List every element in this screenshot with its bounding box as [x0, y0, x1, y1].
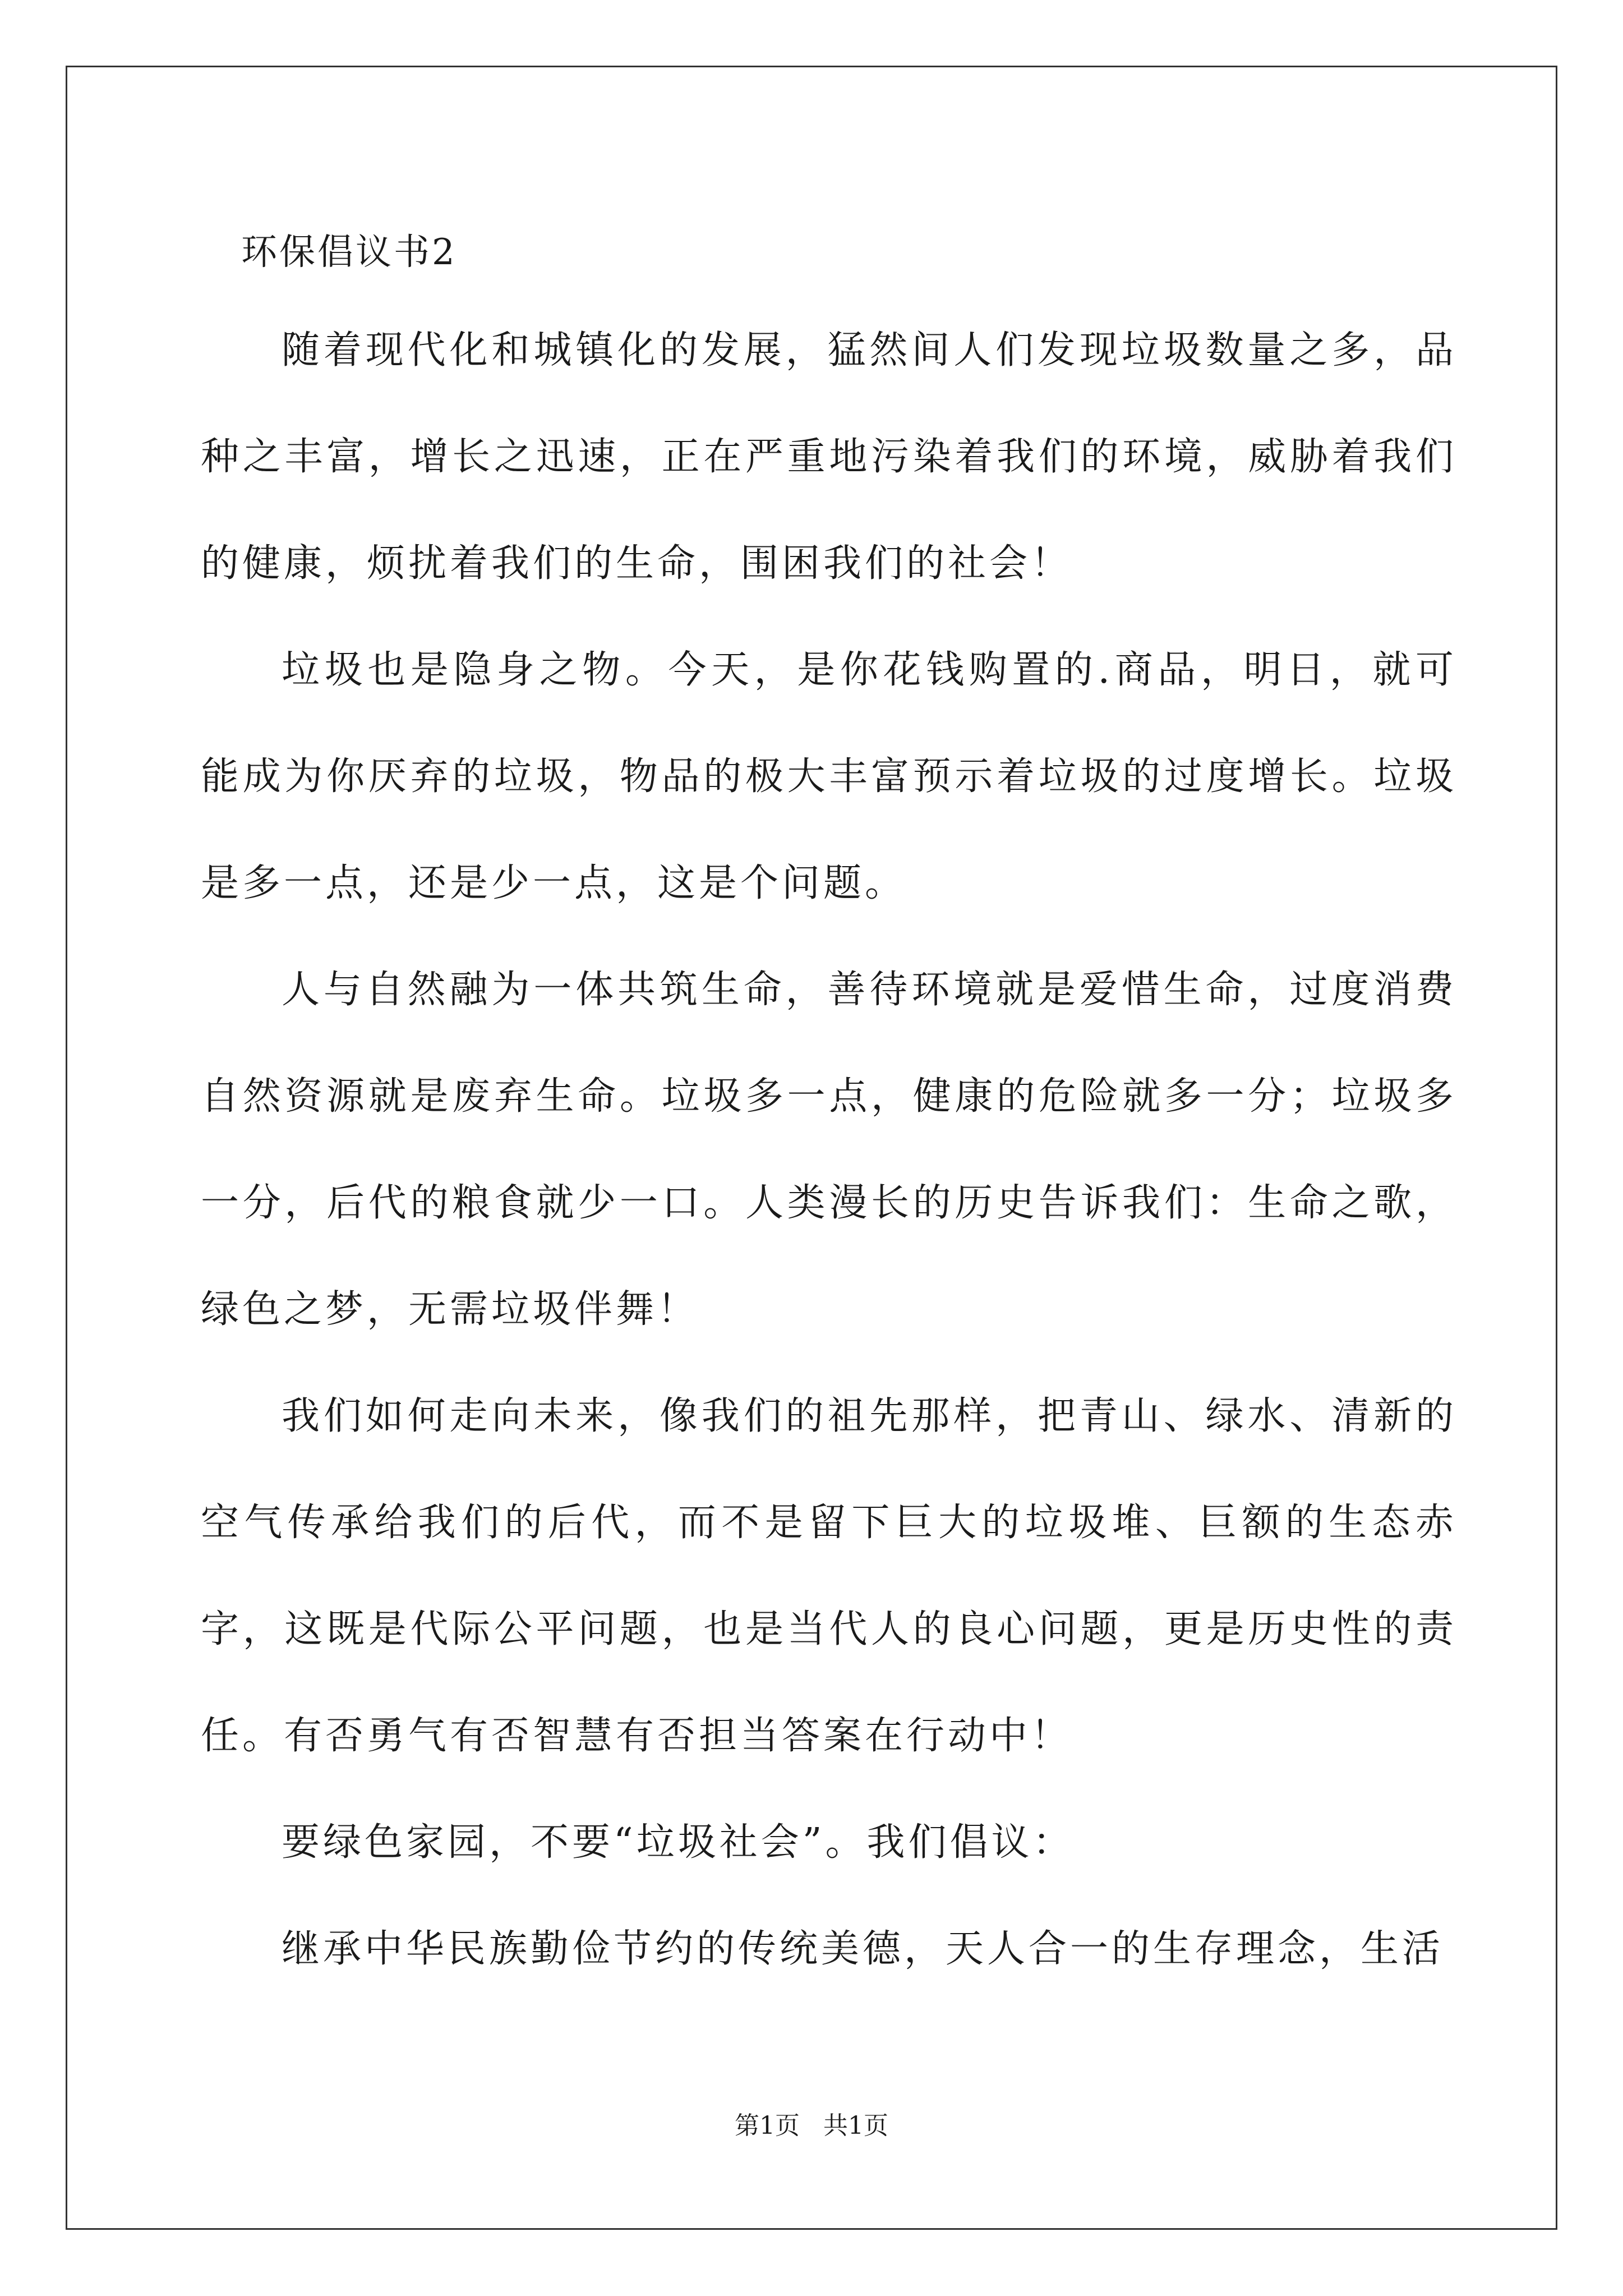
paragraph-6: 继承中华民族勤俭节约的传统美德，天人合一的生存理念，生活: [282, 1927, 1444, 1971]
paragraph-2: 垃圾也是隐身之物。今天，是你花钱购置的.商品，明日，就可能成为你厌弃的垃圾，物品的极大丰富预示着垃圾的过度增长。垃圾是多一点，还是少一点，这是个问题。: [201, 648, 1457, 905]
paragraph-3: 人与自然融为一体共筑生命，善待环境就是爱惜生命，过度消费自然资源就是废弃生命。垃圾多一点，健康的危险就多一分；垃圾多一分，后代的粮食就少一口。人类漫长的历史告诉我们：生命之歌，绿色之梦，无需垃圾伴舞！: [201, 968, 1457, 1332]
paragraph-1: 随着现代化和城镇化的发展，猛然间人们发现垃圾数量之多，品种之丰富，增长之迅速，正在严重地污染着我们的环境，威胁着我们的健康，烦扰着我们的生命，围困我们的社会！: [201, 328, 1457, 586]
document-title: 环保倡议书2: [241, 232, 457, 273]
paragraph-5: 要绿色家园，不要“垃圾社会”。我们倡议：: [282, 1820, 1075, 1865]
document-body: [201, 208, 1457, 2003]
page-footer: 第1页 共1页: [735, 2111, 888, 2140]
paragraph-4: 我们如何走向未来，像我们的祖先那样，把青山、绿水、清新的空气传承给我们的后代，而不是留下巨大的垃圾堆、巨额的生态赤字，这既是代际公平问题，也是当代人的良心问题，更是历史性的责任。有否勇气有否智慧有否担当答案在行动中！: [201, 1394, 1457, 1758]
